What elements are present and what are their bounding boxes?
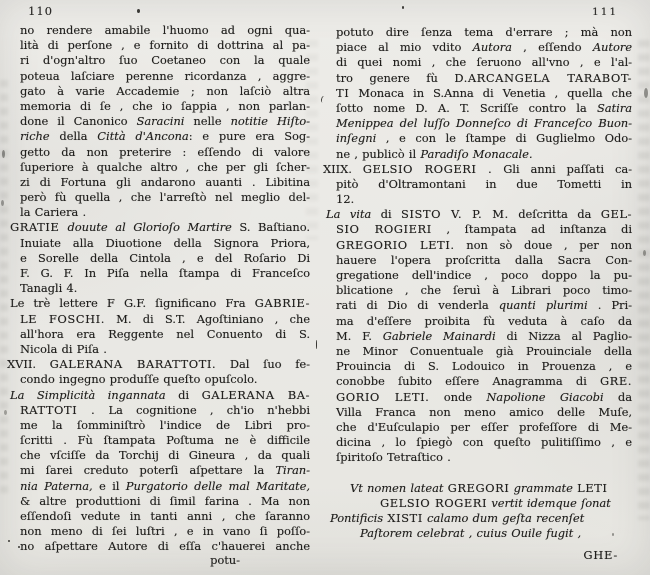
italic-text-segment: inſegni bbox=[336, 131, 377, 146]
right-text-column bbox=[322, 25, 632, 541]
text-line bbox=[20, 205, 310, 220]
text-segment: no aſpettare Autore di eſſa c'hauerei anche bbox=[20, 539, 310, 554]
text-line bbox=[20, 312, 310, 327]
text-segment: Prouincia di S. Lodouico in Prouenza , e bbox=[336, 359, 632, 374]
italic-text-segment: Autore bbox=[592, 40, 632, 55]
text-line bbox=[20, 69, 310, 84]
text-segment: ne Minor Conuentuale già Prouinciale della bbox=[336, 343, 632, 358]
text-segment: M. F. bbox=[336, 328, 383, 343]
text-line bbox=[20, 524, 310, 539]
text-line bbox=[20, 145, 310, 160]
text-line bbox=[336, 71, 632, 86]
text-line bbox=[20, 53, 310, 68]
caps-text-segment: GREGORIO LETI. bbox=[336, 237, 455, 252]
text-line bbox=[336, 298, 632, 313]
text-segment: , ſtampata ad inſtanza di bbox=[431, 222, 632, 237]
text-line bbox=[336, 192, 632, 207]
italic-text-segment: Paradiſo Monacale. bbox=[420, 146, 533, 161]
text-line bbox=[20, 160, 310, 175]
text-line bbox=[7, 357, 310, 372]
text-line bbox=[336, 222, 632, 237]
text-segment: della bbox=[49, 129, 98, 144]
text-segment: di quei nomi , che ſeruono all'vno , e l'al- bbox=[336, 55, 632, 70]
text-line bbox=[20, 418, 310, 433]
text-line bbox=[10, 296, 310, 311]
text-segment: di bbox=[165, 387, 202, 402]
text-segment: onde bbox=[429, 389, 487, 404]
italic-text-segment: douute al Glorioſo Martire bbox=[67, 220, 240, 235]
italic-text-segment: riche bbox=[20, 129, 50, 144]
text-segment: eſſendoſi vedute in tanti anni , che ſaranno bbox=[20, 509, 310, 523]
text-line bbox=[20, 342, 310, 357]
caps-text-segment: GREGORI bbox=[447, 480, 510, 495]
text-segment: ſcritti . Fù ſtampata Poſtuma ne è difficile bbox=[20, 433, 310, 448]
text-segment: Le trè lettere F G.F. ſignificano Fra bbox=[10, 296, 255, 311]
text-segment: La cognitione , ch'io n'hebbi bbox=[95, 402, 310, 417]
text-line bbox=[336, 344, 632, 359]
text-line bbox=[336, 314, 632, 329]
caps-text-segment: GABRIE- bbox=[254, 296, 310, 311]
text-segment: Monaca in S.Anna di Venetia , quella che bbox=[349, 85, 632, 100]
text-segment: 12. bbox=[336, 192, 355, 207]
text-segment: blicatione , che ſeruì à Librari poco timo- bbox=[336, 283, 632, 298]
text-segment: deſcritta da bbox=[508, 207, 601, 222]
text-line bbox=[330, 511, 632, 526]
text-segment: , eſſendo bbox=[511, 40, 593, 55]
text-line bbox=[20, 463, 310, 478]
text-segment: Nicola di Piſa . bbox=[20, 341, 107, 356]
caps-text-segment: RATTOTI . bbox=[20, 402, 96, 417]
text-segment: Villa Franca non meno amico delle Muſe, bbox=[336, 404, 632, 419]
text-segment: di bbox=[371, 207, 401, 222]
italic-text-segment: Città d'Ancona bbox=[97, 129, 189, 144]
text-segment: non meno di ſei luſtri , e in vano ſi poſſo- bbox=[20, 524, 310, 539]
italic-text-segment: Autora bbox=[472, 40, 512, 55]
scan-speck bbox=[137, 9, 140, 13]
text-segment: però fù quella , che l'arreſtò nel meglio del- bbox=[20, 190, 310, 205]
text-segment: pitò d'Oltramontani in due Tometti in bbox=[336, 176, 632, 191]
text-line bbox=[336, 147, 632, 162]
italic-text-segment: Tiran- bbox=[275, 463, 310, 478]
text-segment: XVII. bbox=[7, 357, 50, 372]
text-segment: getto da non preterire : eſſendo di valore bbox=[20, 144, 310, 159]
italic-text-segment: La vita bbox=[326, 207, 372, 222]
text-segment: ne , publicò il bbox=[336, 146, 421, 161]
text-segment: S. Baſtiano. bbox=[239, 220, 310, 235]
text-segment: & altre produttioni di ſimil farina . Ma non bbox=[20, 493, 310, 508]
text-line bbox=[10, 388, 310, 403]
text-segment: ſotto nome D. A. T. Scriſſe contro la bbox=[336, 100, 597, 115]
text-line bbox=[20, 266, 310, 281]
caps-text-segment: D.ARCANGELA TARABOT- bbox=[454, 70, 632, 85]
text-segment: Tanagli 4. bbox=[20, 281, 78, 296]
text-segment: condo ingegno produſſe queſto opuſcolo. bbox=[20, 372, 258, 387]
italic-text-segment: Vt nomen lateat bbox=[350, 480, 448, 495]
text-line bbox=[336, 116, 632, 131]
italic-text-segment: nia Paterna, bbox=[20, 478, 93, 493]
caps-text-segment: GRATIE bbox=[10, 220, 68, 235]
italic-text-segment: calamo dum geſta recenſet bbox=[422, 511, 585, 525]
text-line bbox=[10, 220, 310, 235]
caps-text-segment: XISTI bbox=[387, 511, 423, 525]
italic-text-segment: Paſtorem celebrat , cuius Ouile fugit , bbox=[360, 526, 582, 541]
italic-text-segment: La Simplicità ingannata bbox=[10, 387, 166, 402]
text-segment: done il Canonico bbox=[20, 114, 137, 129]
catchword-right: GHE- bbox=[583, 548, 618, 562]
caps-text-segment: GEL- bbox=[600, 207, 632, 222]
text-line bbox=[336, 435, 632, 450]
text-segment: me la ſomminiſtrò l'indice de Libri pro- bbox=[20, 417, 310, 432]
text-line bbox=[336, 359, 632, 374]
text-segment: F. G. F. In Piſa nella ſtampa di Franceſco bbox=[20, 266, 310, 280]
text-line bbox=[336, 40, 632, 55]
text-line bbox=[336, 238, 632, 253]
italic-text-segment: Satira bbox=[596, 100, 632, 115]
text-segment: all'hora era Reggente nel Conuento di S. bbox=[20, 326, 310, 341]
text-line bbox=[323, 162, 632, 177]
text-line bbox=[336, 86, 632, 101]
text-line bbox=[336, 268, 632, 283]
text-segment: poteua laſciare perenne ricordanza , aggre- bbox=[20, 68, 310, 83]
scan-speck bbox=[612, 533, 614, 536]
scan-speck bbox=[643, 250, 646, 256]
italic-text-segment: vertit idemque ſonat bbox=[487, 495, 611, 510]
text-segment: hauere l'opera proſcritta dalla Sacra Con- bbox=[336, 252, 632, 267]
left-text-column bbox=[8, 23, 310, 555]
caps-text-segment: TI bbox=[336, 85, 350, 100]
text-line bbox=[20, 23, 310, 38]
text-segment: gato à varie Accademie ; non laſciò altra bbox=[20, 83, 310, 98]
text-line bbox=[20, 190, 310, 205]
text-segment: gregatione dell'indice , poco doppo la pu- bbox=[336, 268, 632, 282]
text-segment: piace al mio vdito bbox=[336, 40, 473, 55]
catchword-left: potu- bbox=[210, 553, 240, 567]
text-segment: la Cariera . bbox=[20, 205, 87, 220]
text-segment: dicina , lo ſpiegò con queſto pulitiſſimo , e bbox=[336, 435, 632, 450]
italic-text-segment: Gabriele Mainardi bbox=[382, 328, 496, 343]
caps-text-segment: GELSIO ROGERI bbox=[380, 495, 488, 510]
italic-text-segment: notitie Hiſto- bbox=[230, 114, 310, 129]
text-line bbox=[336, 450, 632, 465]
text-line bbox=[20, 509, 310, 524]
italic-text-segment: quanti plurimi bbox=[498, 298, 588, 313]
caps-text-segment: LETI bbox=[577, 480, 608, 495]
text-segment: nelle bbox=[184, 114, 231, 129]
text-line bbox=[20, 327, 310, 342]
text-line bbox=[336, 253, 632, 268]
text-line bbox=[20, 38, 310, 53]
text-segment: Dal ſuo fe- bbox=[216, 357, 310, 372]
text-line bbox=[20, 479, 310, 494]
text-line bbox=[336, 329, 632, 344]
text-line bbox=[336, 405, 632, 420]
text-line bbox=[326, 207, 632, 222]
text-segment: : e pure era Sog- bbox=[188, 129, 310, 144]
page-number-left: 110 bbox=[28, 4, 53, 18]
text-line bbox=[380, 496, 632, 511]
text-line bbox=[20, 129, 310, 144]
scan-speck bbox=[2, 150, 5, 158]
text-segment: rati di Dio di venderla bbox=[336, 298, 499, 313]
text-line bbox=[20, 403, 310, 418]
scan-speck bbox=[1, 200, 4, 206]
caps-text-segment: GALERANA BA- bbox=[201, 387, 310, 402]
text-line bbox=[336, 390, 632, 405]
caps-text-segment: GELSIO ROGERI . bbox=[362, 161, 493, 176]
italic-text-segment: Menippea del luſſo Donneſco di Franceſco Buon- bbox=[336, 116, 632, 131]
italic-text-segment: Pontificis bbox=[330, 511, 388, 525]
italic-text-segment: Napolione Giacobi bbox=[486, 389, 604, 404]
text-line bbox=[20, 448, 310, 463]
text-segment: lità di perſone , e fornito di dottrina al pa- bbox=[20, 38, 310, 53]
text-segment: e Sorelle della Cintola , e del Roſario Di bbox=[20, 250, 310, 265]
text-line bbox=[350, 481, 632, 496]
text-segment: di Nizza al Paglio- bbox=[495, 328, 632, 343]
scan-speck bbox=[402, 6, 404, 9]
text-line bbox=[20, 494, 310, 509]
text-segment: . Pri- bbox=[587, 298, 632, 313]
italic-text-segment: grammate bbox=[509, 480, 578, 495]
scan-speck bbox=[18, 546, 20, 548]
text-segment: ſpiritoſo Tetraſtico . bbox=[336, 450, 451, 465]
page-number-right: 111 bbox=[592, 6, 619, 18]
scan-speck bbox=[644, 88, 648, 98]
text-segment: conobbe ſubito eſſere Anagramma di bbox=[336, 374, 600, 389]
text-line bbox=[360, 526, 632, 541]
text-segment: Inuiate alla Diuotione della Signora Priora, bbox=[20, 235, 310, 250]
caps-text-segment: GORIO LETI. bbox=[336, 389, 430, 404]
text-segment: che d'Euſculapio per eſſer profeſſore di Me- bbox=[336, 419, 632, 434]
text-segment: non sò doue , per non bbox=[454, 237, 632, 252]
text-line bbox=[336, 374, 632, 389]
text-segment: tro genere fù bbox=[336, 70, 455, 85]
caps-text-segment: GRE. bbox=[599, 374, 632, 389]
text-line bbox=[336, 101, 632, 116]
text-segment: memoria di ſe , che io ſappia , non parlan- bbox=[20, 98, 310, 113]
caps-text-segment: GALERANA BARATTOTI. bbox=[49, 357, 217, 372]
text-line bbox=[336, 283, 632, 298]
text-line bbox=[20, 251, 310, 266]
scan-bleed-left bbox=[0, 80, 8, 500]
text-segment: no rendere amabile l'huomo ad ogni qua- bbox=[20, 23, 310, 37]
text-line bbox=[20, 84, 310, 99]
text-segment: , e con le ſtampe di Guglielmo Odo- bbox=[376, 131, 632, 146]
caps-text-segment: SIO ROGIERI bbox=[336, 222, 432, 237]
text-line bbox=[336, 177, 632, 192]
caps-text-segment: SISTO V. P. M. bbox=[400, 207, 509, 222]
scan-speck bbox=[316, 340, 317, 349]
text-line bbox=[336, 55, 632, 70]
text-line bbox=[20, 114, 310, 129]
caps-text-segment: LE FOSCHI. bbox=[20, 311, 105, 326]
text-segment: ſuperiore à qualche altro , che per gli ſcher- bbox=[20, 159, 310, 174]
text-line bbox=[20, 99, 310, 114]
text-line bbox=[20, 236, 310, 251]
text-segment: XIIX. bbox=[323, 161, 363, 176]
text-line bbox=[336, 420, 632, 435]
text-line bbox=[20, 281, 310, 296]
text-segment: da bbox=[603, 389, 632, 404]
text-line bbox=[20, 433, 310, 448]
text-line bbox=[336, 131, 632, 146]
text-line bbox=[20, 175, 310, 190]
text-segment: ma d'eſſere proibita fù veduta à caſo da bbox=[336, 313, 632, 328]
scan-speck bbox=[8, 540, 10, 542]
text-line bbox=[20, 372, 310, 387]
scan-bleed-right bbox=[638, 40, 650, 520]
italic-text-segment: Saracini bbox=[136, 114, 185, 129]
text-line bbox=[336, 25, 632, 40]
text-segment: mi ſarei creduto poterſi aſpettare la bbox=[20, 463, 276, 478]
text-segment: potuto dire ſenza tema d'errare ; mà non bbox=[336, 25, 632, 39]
text-segment: M. di S.T. Agoſtiniano , che bbox=[104, 311, 310, 326]
text-segment: zi di Fortuna gli andarono auanti . Libitina bbox=[20, 174, 310, 189]
italic-text-segment: Purgatorio delle mal Maritate, bbox=[125, 478, 310, 493]
scan-speck bbox=[4, 410, 7, 415]
text-segment: che vſciſſe da Torchij di Gineura , da quali bbox=[20, 448, 310, 463]
text-segment: ri d'ogn'altro ſuo Coetaneo con la quale bbox=[20, 53, 310, 68]
text-segment: Gli anni paſſati ca- bbox=[492, 161, 632, 176]
text-segment: e il bbox=[92, 478, 126, 493]
